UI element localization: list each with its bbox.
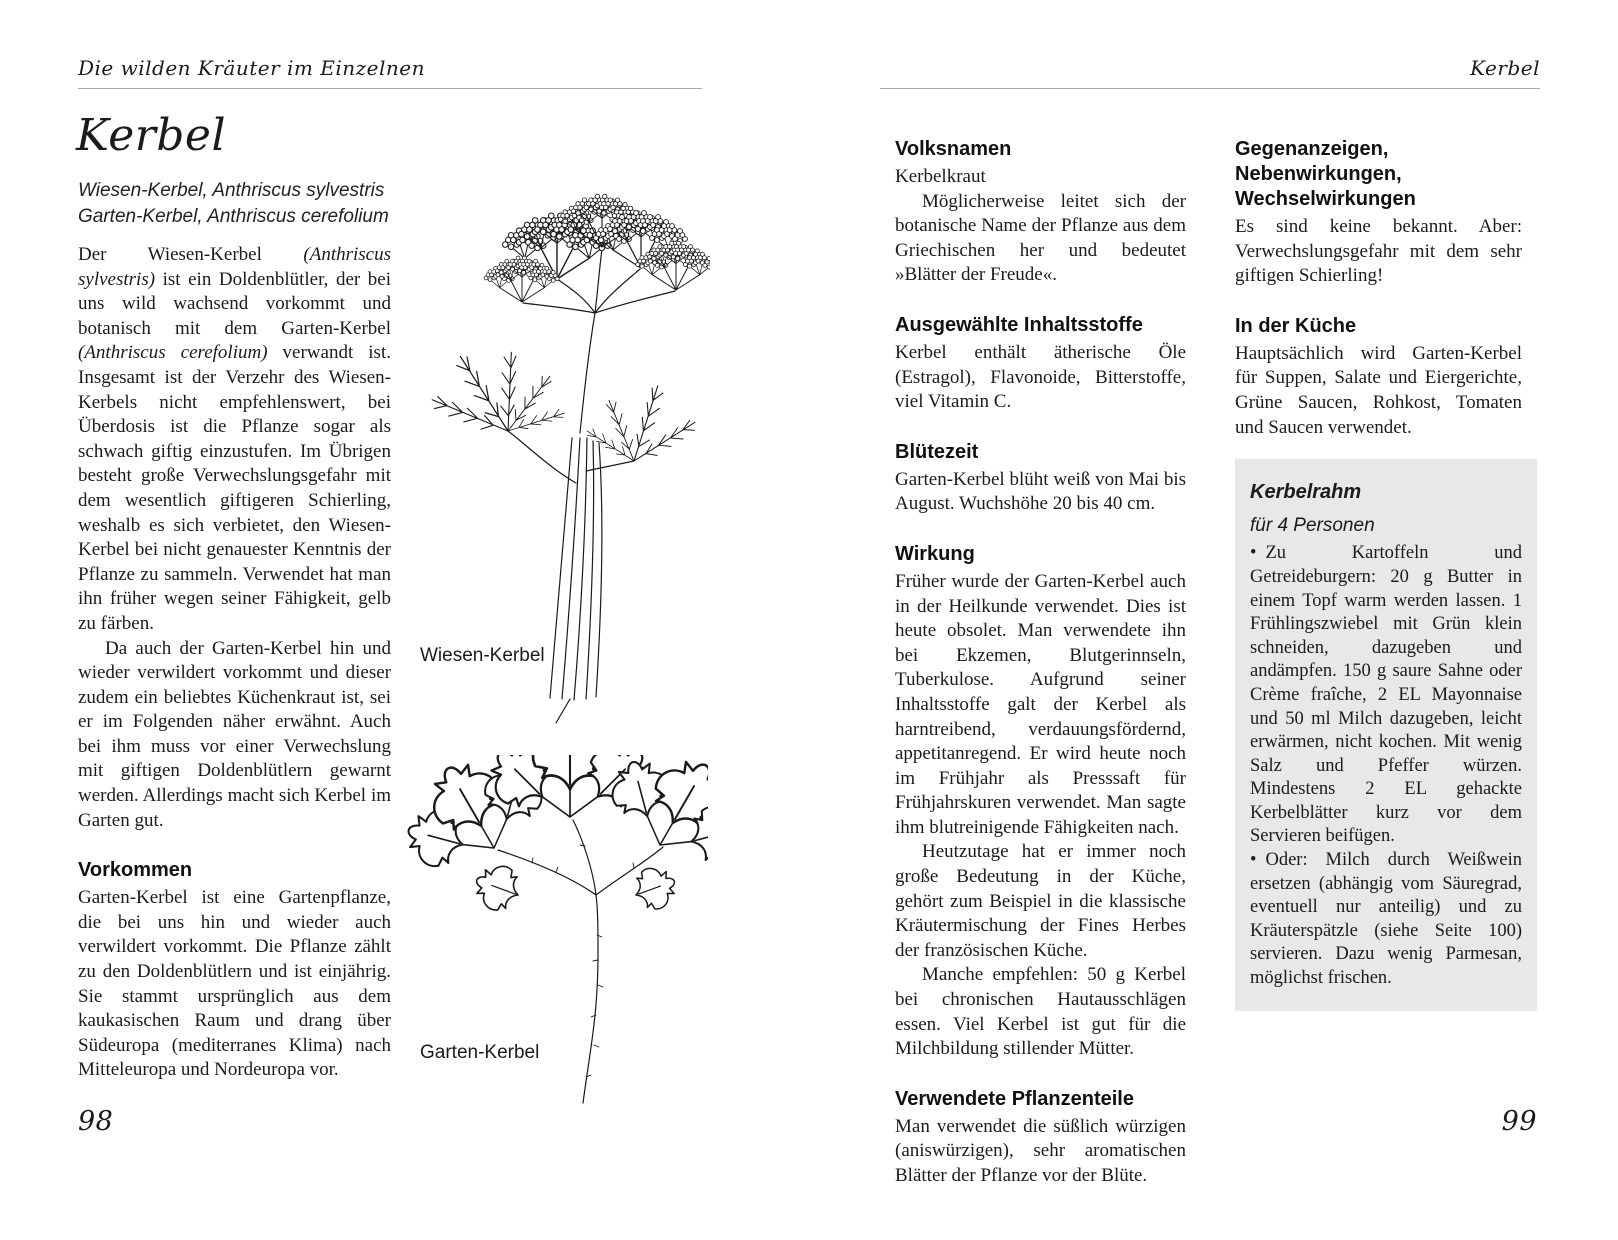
- gegenanzeigen-heading-line1: Gegenanzeigen, Nebenwirkungen,: [1235, 138, 1402, 185]
- left-text-column: [78, 243, 391, 1083]
- section-heading-kueche: In der Küche: [1235, 314, 1357, 337]
- subtitle-line-1: Wiesen-Kerbel, Anthriscus sylvestris: [78, 180, 385, 201]
- volksnamen-p1: Kerbelkraut: [895, 166, 986, 187]
- wirkung-p2: Heutzutage hat er immer noch große Bedeutung in der Küche, gehört zum Beispiel in die klassische Kräutermischung der Fines Herbes der französischen Küche.: [895, 841, 1186, 961]
- middle-text-column: [895, 137, 1186, 1189]
- recipe-item-1: [1250, 542, 1522, 849]
- recipe-title: Kerbelrahm: [1250, 481, 1362, 504]
- recipe-box: [1235, 459, 1537, 1010]
- caption-wiesen-kerbel: Wiesen-Kerbel: [420, 645, 545, 666]
- volksnamen-p2: Möglicherweise leitet sich der botanische Name der Pflanze aus dem Griechischen her und bedeutet »Blätter der Freude«.: [895, 190, 1186, 286]
- vorkommen-body: Garten-Kerbel ist eine Gartenpflanze, die bei uns hin und wieder auch verwildert vorkommt. Die Pflanze zählt zu den Doldenblütlern und ist einjährig. Sie stammt ursprünglich aus dem kaukasischen Raum und drang über Südeuropa (mediterranes Klima) nach Mitteleuropa und Nordeuropa vor.: [78, 887, 391, 1081]
- page-number-left: 98: [78, 1106, 114, 1137]
- wirkung-p1: Früher wurde der Garten-Kerbel auch in der Heilkunde verwendet. Dies ist heute obsolet. Man verwendete ihn bei Ekzemen, Blutgerinnseln, Tuberkulose. Aufgrund seiner Inhaltsstoffe galt der Kerbel als harntreibend, verdauungsfördernd, appetitanregend. Er wird heute noch im Frühjahr als Presssaft für Frühjahrskuren verwendet. Man sagte ihm blutreinigende Fähigkeiten nach.: [895, 570, 1186, 838]
- section-heading-inhaltsstoffe: Ausgewählte Inhaltsstoffe: [895, 313, 1143, 336]
- section-heading-wirkung: Wirkung: [895, 542, 975, 565]
- running-head-left-text: Die wilden Kräuter im Einzelnen: [78, 56, 425, 80]
- bullet-icon: •: [1250, 543, 1257, 564]
- subtitle-line-2: Garten-Kerbel, Anthriscus cerefolium: [78, 206, 389, 227]
- recipe-serving: für 4 Personen: [1250, 514, 1375, 536]
- latin-names-subtitle: [78, 178, 389, 230]
- intro-a: Der Wiesen-Kerbel: [78, 244, 304, 265]
- page-title-text: Kerbel: [76, 110, 227, 161]
- section-heading-vorkommen: Vorkommen: [78, 859, 193, 882]
- intro-paragraph-2: Da auch der Garten-Kerbel hin und wieder verwildert vorkommt und dieser zudem ein beliebtes Küchenkraut ist, sei er im Folgenden näher erwähnt. Auch bei ihm muss vor einer Verwechslung mit giftigen Doldenblütlern gewarnt werden. Allerdings macht sich Kerbel im Garten gut.: [78, 637, 391, 831]
- gegenanzeigen-body: Es sind keine bekannt. Aber: Verwechslungsgefahr mit dem sehr giftigen Schierling!: [1235, 216, 1522, 287]
- recipe-item-2-text: Oder: Milch durch Weißwein ersetzen (abhängig vom Säuregrad, eventuell nur anteilig) und zu Kräuterspätzle (siehe Seite 100) servieren. Dazu wenig Parmesan, möglichst frischen.: [1250, 850, 1522, 989]
- kueche-body: Hauptsächlich wird Garten-Kerbel für Suppen, Salate und Eiergerichte, Grüne Saucen, Rohkost, Tomaten und Saucen verwendet.: [1235, 342, 1522, 438]
- intro-latin-1: (Anthriscus sylvestris): [78, 244, 391, 290]
- caption-garten-kerbel: Garten-Kerbel: [420, 1042, 540, 1063]
- section-heading-volksnamen: Volksnamen: [895, 138, 1012, 160]
- running-head-left: [78, 56, 702, 89]
- intro-latin-2: (Anthriscus cerefolium): [78, 342, 268, 364]
- page-title: [76, 110, 226, 161]
- intro-paragraph: [78, 243, 391, 637]
- wirkung-p3: Manche empfehlen: 50 g Kerbel bei chronischen Hautausschlägen essen. Viel Kerbel ist gut für die Milchbildung stillender Mütter.: [895, 964, 1186, 1060]
- running-head-right: [880, 56, 1540, 89]
- intro-c: verwandt ist. Insgesamt ist der Verzehr des Wiesen-Kerbels nicht empfehlenswert, bei Überdosis ist die Pflanze sogar als schwach giftig einzustufen. Im Übrigen besteht große Verwechslungsgefahr mit dem wesentlich giftigeren Schierling, weshalb es sich verbietet, den Wiesen-Kerbel bei nicht genauester Kenntnis der Pflanze zu sammeln. Verwendet hat man ihn früher wegen seiner Fähigkeit, gelb zu färben.: [78, 342, 391, 634]
- right-text-column: [1235, 137, 1522, 1011]
- recipe-item-2: [1250, 849, 1522, 991]
- page-number-right: 99: [1501, 1106, 1537, 1137]
- intro-b: ist ein Doldenblütler, der bei uns wild wachsend vorkommt und botanisch mit dem Garten-Kerbel: [78, 268, 391, 339]
- pflanzenteile-body: Man verwendet die süßlich würzigen (aniswürzigen), sehr aromatischen Blätter der Pflanze vor der Blüte.: [895, 1115, 1186, 1186]
- section-heading-gegenanzeigen: [1235, 137, 1522, 212]
- bullet-icon: •: [1250, 850, 1257, 871]
- inhaltsstoffe-body: Kerbel enthält ätherische Öle (Estragol), Flavonoide, Bitterstoffe, viel Vitamin C.: [895, 341, 1186, 413]
- section-heading-bluetezeit: Blütezeit: [895, 440, 979, 463]
- running-head-right-text: Kerbel: [1470, 56, 1540, 80]
- section-heading-pflanzenteile: Verwendete Pflanzenteile: [895, 1087, 1134, 1110]
- gegenanzeigen-heading-line2: Wechselwirkungen: [1235, 188, 1416, 210]
- bluetezeit-body: Garten-Kerbel blüht weiß von Mai bis August. Wuchshöhe 20 bis 40 cm.: [895, 468, 1186, 515]
- recipe-item-1-text: Zu Kartoffeln und Getreideburgern: 20 g Butter in einem Topf warm werden lassen. 1 Frühlingszwiebel mit Grün klein schneiden, dazugeben und andämpfen. 150 g saure Sahne oder Crème fraîche, 2 EL Mayonnaise und 50 ml Milch dazugeben, leicht erwärmen, nicht kochen. Mit wenig Salz und Pfeffer würzen. Mindestens 2 EL gehackte Kerbelblätter kurz vor dem Servieren beifügen.: [1250, 543, 1522, 847]
